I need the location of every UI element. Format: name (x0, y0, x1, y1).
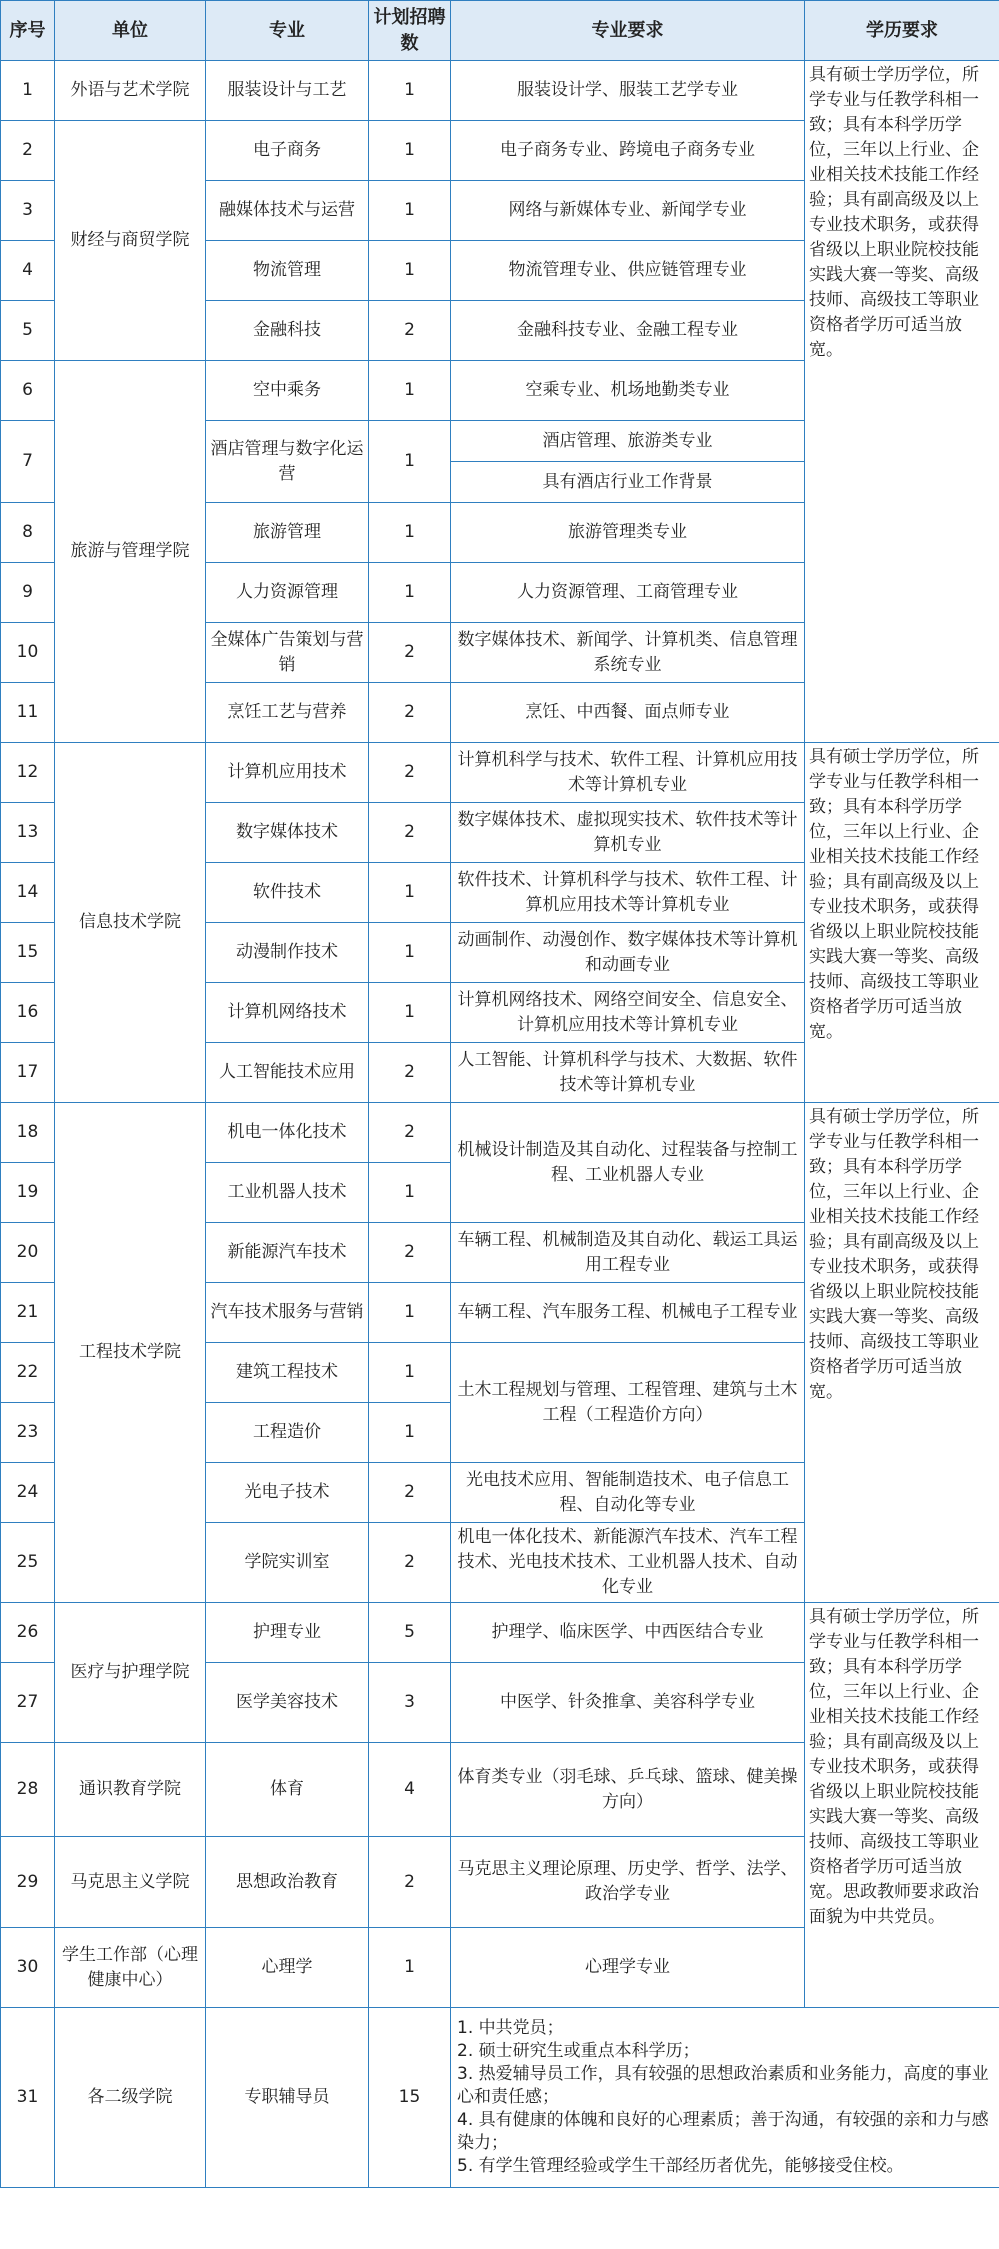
major-req-cell: 护理学、临床医学、中西医结合专业 (451, 1603, 805, 1663)
major-cell: 全媒体广告策划与营销 (206, 623, 369, 683)
header-edu-req: 学历要求 (805, 1, 999, 61)
plan-count-cell: 5 (369, 1603, 451, 1663)
plan-count-cell: 2 (369, 1837, 451, 1928)
major-cell: 酒店管理与数字化运营 (206, 421, 369, 503)
major-req-cell: 计算机科学与技术、软件工程、计算机应用技术等计算机专业 (451, 743, 805, 803)
edu-req-cell: 具有硕士学历学位，所学专业与任教学科相一致；具有本科学历学位，三年以上行业、企业相关技术技能工作经验；具有副高级及以上专业技术职务，或获得省级以上职业院校技能实践大赛一等奖、高级技师、高级技工等职业资格者学历可适当放宽。思政教师要求政治面貌为中共党员。 (805, 1603, 999, 2008)
header-plan: 计划招聘数 (369, 1, 451, 61)
unit-cell: 医疗与护理学院 (55, 1603, 206, 1743)
plan-count-cell: 1 (369, 1928, 451, 2008)
header-major-req: 专业要求 (451, 1, 805, 61)
plan-count-cell: 1 (369, 923, 451, 983)
table-row (1, 743, 999, 803)
major-req-part: 酒店管理、旅游类专业 (451, 421, 804, 462)
plan-count-cell: 2 (369, 623, 451, 683)
major-req-cell: 旅游管理类专业 (451, 503, 805, 563)
row-number: 2 (1, 121, 55, 181)
table-row (1, 1603, 999, 1663)
major-cell: 烹饪工艺与营养 (206, 683, 369, 743)
row-number: 11 (1, 683, 55, 743)
major-req-cell: 机械设计制造及其自动化、过程装备与控制工程、工业机器人专业 (451, 1103, 805, 1223)
major-cell: 旅游管理 (206, 503, 369, 563)
major-cell: 汽车技术服务与营销 (206, 1283, 369, 1343)
plan-count-cell: 1 (369, 1283, 451, 1343)
unit-cell: 学生工作部（心理健康中心） (55, 1928, 206, 2008)
major-cell: 医学美容技术 (206, 1663, 369, 1743)
row-number: 25 (1, 1523, 55, 1603)
major-cell: 建筑工程技术 (206, 1343, 369, 1403)
plan-count-cell: 1 (369, 61, 451, 121)
plan-count-cell: 4 (369, 1743, 451, 1837)
plan-count-cell: 1 (369, 503, 451, 563)
row-number: 9 (1, 563, 55, 623)
header-unit: 单位 (55, 1, 206, 61)
major-req-cell: 机电一体化技术、新能源汽车技术、汽车工程技术、光电技术技术、工业机器人技术、自动化专业 (451, 1523, 805, 1603)
major-cell: 学院实训室 (206, 1523, 369, 1603)
unit-cell: 通识教育学院 (55, 1743, 206, 1837)
major-cell: 护理专业 (206, 1603, 369, 1663)
edu-req-cell: 具有硕士学历学位，所学专业与任教学科相一致；具有本科学历学位，三年以上行业、企业相关技术技能工作经验；具有副高级及以上专业技术职务，或获得省级以上职业院校技能实践大赛一等奖、高级技师、高级技工等职业资格者学历可适当放宽。 (805, 743, 999, 1103)
requirement-note: 5. 有学生管理经验或学生干部经历者优先，能够接受住校。 (457, 2156, 904, 2176)
row-number: 22 (1, 1343, 55, 1403)
plan-count-cell: 1 (369, 361, 451, 421)
unit-cell: 工程技术学院 (55, 1103, 206, 1603)
table-row (1, 1103, 999, 1163)
plan-count-cell: 1 (369, 241, 451, 301)
major-req-cell: 中医学、针灸推拿、美容科学专业 (451, 1663, 805, 1743)
major-cell: 金融科技 (206, 301, 369, 361)
header-no: 序号 (1, 1, 55, 61)
row-number: 13 (1, 803, 55, 863)
major-req-cell: 计算机网络技术、网络空间安全、信息安全、计算机应用技术等计算机专业 (451, 983, 805, 1043)
major-req-cell: 金融科技专业、金融工程专业 (451, 301, 805, 361)
row-number: 21 (1, 1283, 55, 1343)
plan-count-cell: 1 (369, 983, 451, 1043)
row-number: 23 (1, 1403, 55, 1463)
major-cell: 人工智能技术应用 (206, 1043, 369, 1103)
row-number: 24 (1, 1463, 55, 1523)
major-req-cell: 烹饪、中西餐、面点师专业 (451, 683, 805, 743)
major-cell: 空中乘务 (206, 361, 369, 421)
plan-count-cell: 2 (369, 1103, 451, 1163)
major-cell: 数字媒体技术 (206, 803, 369, 863)
major-req-cell: 心理学专业 (451, 1928, 805, 2008)
major-cell: 软件技术 (206, 863, 369, 923)
row-number: 6 (1, 361, 55, 421)
row-number: 1 (1, 61, 55, 121)
unit-cell: 财经与商贸学院 (55, 121, 206, 361)
major-req-cell: 网络与新媒体专业、新闻学专业 (451, 181, 805, 241)
requirement-note: 2. 硕士研究生或重点本科学历； (457, 2041, 700, 2061)
unit-cell: 各二级学院 (55, 2008, 206, 2188)
row-number: 28 (1, 1743, 55, 1837)
row-number: 7 (1, 421, 55, 503)
major-cell: 电子商务 (206, 121, 369, 181)
table-row (1, 2008, 999, 2188)
plan-count-cell: 1 (369, 121, 451, 181)
row-number: 30 (1, 1928, 55, 2008)
edu-req-cell: 具有硕士学历学位，所学专业与任教学科相一致；具有本科学历学位，三年以上行业、企业相关技术技能工作经验；具有副高级及以上专业技术职务，或获得省级以上职业院校技能实践大赛一等奖、高级技师、高级技工等职业资格者学历可适当放宽。 (805, 1103, 999, 1603)
plan-count-cell: 15 (369, 2008, 451, 2188)
requirement-note: 1. 中共党员； (457, 2018, 564, 2038)
requirement-note: 4. 具有健康的体魄和良好的心理素质；善于沟通，有较强的亲和力与感染力； (457, 2110, 989, 2153)
unit-cell: 马克思主义学院 (55, 1837, 206, 1928)
major-cell: 工业机器人技术 (206, 1163, 369, 1223)
row-number: 31 (1, 2008, 55, 2188)
row-number: 17 (1, 1043, 55, 1103)
major-req-cell: 数字媒体技术、新闻学、计算机类、信息管理系统专业 (451, 623, 805, 683)
requirement-note: 3. 热爱辅导员工作，具有较强的思想政治素质和业务能力，高度的事业心和责任感； (457, 2064, 989, 2107)
row-number: 26 (1, 1603, 55, 1663)
row-number: 18 (1, 1103, 55, 1163)
major-req-cell: 土木工程规划与管理、工程管理、建筑与土木工程（工程造价方向） (451, 1343, 805, 1463)
unit-cell: 旅游与管理学院 (55, 361, 206, 743)
row-number: 3 (1, 181, 55, 241)
major-req-cell: 马克思主义理论原理、历史学、哲学、法学、政治学专业 (451, 1837, 805, 1928)
major-req-cell: 人力资源管理、工商管理专业 (451, 563, 805, 623)
row-number: 5 (1, 301, 55, 361)
major-cell: 物流管理 (206, 241, 369, 301)
major-req-cell: 空乘专业、机场地勤类专业 (451, 361, 805, 421)
major-cell: 工程造价 (206, 1403, 369, 1463)
plan-count-cell: 1 (369, 181, 451, 241)
row-number: 8 (1, 503, 55, 563)
major-req-cell: 车辆工程、汽车服务工程、机械电子工程专业 (451, 1283, 805, 1343)
row-number: 14 (1, 863, 55, 923)
major-req-cell: 动画制作、动漫创作、数字媒体技术等计算机和动画专业 (451, 923, 805, 983)
major-req-cell: 电子商务专业、跨境电子商务专业 (451, 121, 805, 181)
row-number: 19 (1, 1163, 55, 1223)
header-row (1, 1, 999, 61)
plan-count-cell: 1 (369, 563, 451, 623)
row-number: 20 (1, 1223, 55, 1283)
plan-count-cell: 2 (369, 1043, 451, 1103)
major-req-cell (451, 2008, 999, 2188)
plan-count-cell: 3 (369, 1663, 451, 1743)
plan-count-cell: 2 (369, 1463, 451, 1523)
major-cell: 融媒体技术与运营 (206, 181, 369, 241)
major-cell: 体育 (206, 1743, 369, 1837)
plan-count-cell: 2 (369, 1523, 451, 1603)
plan-count-cell: 1 (369, 1163, 451, 1223)
row-number: 29 (1, 1837, 55, 1928)
major-cell: 心理学 (206, 1928, 369, 2008)
plan-count-cell: 2 (369, 1223, 451, 1283)
table-row (1, 61, 999, 121)
plan-count-cell: 2 (369, 803, 451, 863)
major-cell: 专职辅导员 (206, 2008, 369, 2188)
major-req-cell: 服装设计学、服装工艺学专业 (451, 61, 805, 121)
major-cell: 计算机应用技术 (206, 743, 369, 803)
major-cell: 动漫制作技术 (206, 923, 369, 983)
major-req-cell: 光电技术应用、智能制造技术、电子信息工程、自动化等专业 (451, 1463, 805, 1523)
major-req-cell: 车辆工程、机械制造及其自动化、载运工具运用工程专业 (451, 1223, 805, 1283)
plan-count-cell: 1 (369, 1403, 451, 1463)
major-req-cell (451, 421, 805, 503)
plan-count-cell: 2 (369, 301, 451, 361)
unit-cell: 外语与艺术学院 (55, 61, 206, 121)
header-major: 专业 (206, 1, 369, 61)
major-req-cell: 人工智能、计算机科学与技术、大数据、软件技术等计算机专业 (451, 1043, 805, 1103)
major-req-cell: 数字媒体技术、虚拟现实技术、软件技术等计算机专业 (451, 803, 805, 863)
plan-count-cell: 1 (369, 421, 451, 503)
major-req-cell: 软件技术、计算机科学与技术、软件工程、计算机应用技术等计算机专业 (451, 863, 805, 923)
row-number: 27 (1, 1663, 55, 1743)
row-number: 10 (1, 623, 55, 683)
major-cell: 服装设计与工艺 (206, 61, 369, 121)
major-req-cell: 体育类专业（羽毛球、乒乓球、篮球、健美操方向） (451, 1743, 805, 1837)
major-req-cell: 物流管理专业、供应链管理专业 (451, 241, 805, 301)
edu-req-cell: 具有硕士学历学位，所学专业与任教学科相一致；具有本科学历学位，三年以上行业、企业相关技术技能工作经验；具有副高级及以上专业技术职务，或获得省级以上职业院校技能实践大赛一等奖、高级技师、高级技工等职业资格者学历可适当放宽。 (805, 61, 999, 743)
row-number: 16 (1, 983, 55, 1043)
major-cell: 新能源汽车技术 (206, 1223, 369, 1283)
plan-count-cell: 1 (369, 863, 451, 923)
row-number: 4 (1, 241, 55, 301)
row-number: 12 (1, 743, 55, 803)
unit-cell: 信息技术学院 (55, 743, 206, 1103)
major-cell: 光电子技术 (206, 1463, 369, 1523)
major-cell: 思想政治教育 (206, 1837, 369, 1928)
plan-count-cell: 2 (369, 743, 451, 803)
plan-count-cell: 2 (369, 683, 451, 743)
major-cell: 计算机网络技术 (206, 983, 369, 1043)
major-cell: 人力资源管理 (206, 563, 369, 623)
plan-count-cell: 1 (369, 1343, 451, 1403)
major-req-part: 具有酒店行业工作背景 (542, 472, 713, 492)
major-cell: 机电一体化技术 (206, 1103, 369, 1163)
row-number: 15 (1, 923, 55, 983)
